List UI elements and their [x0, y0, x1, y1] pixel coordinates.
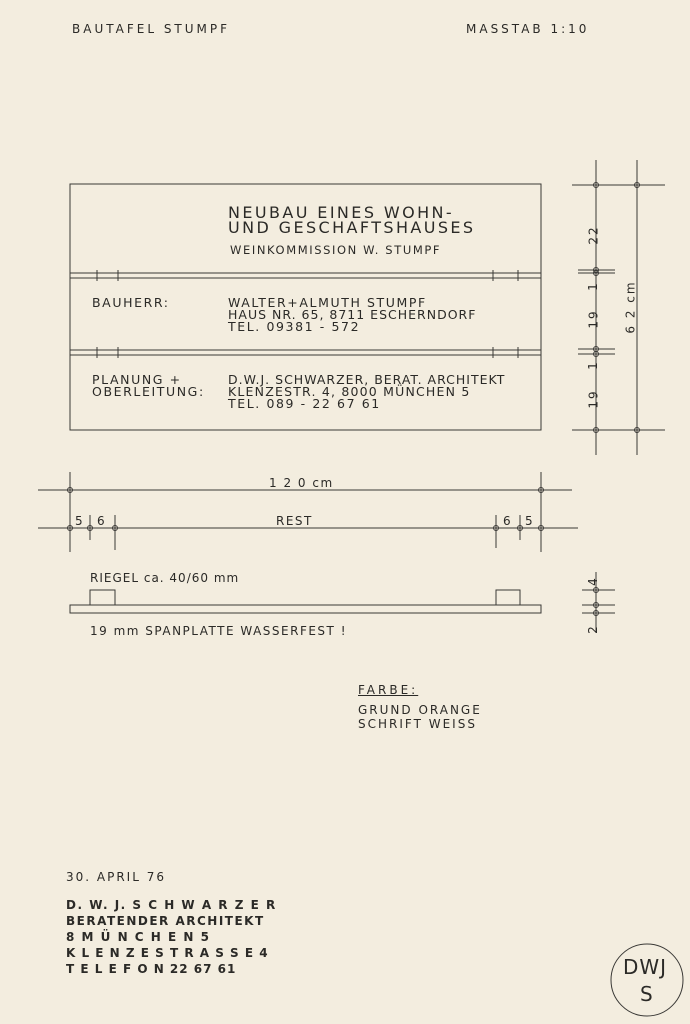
planung-line-1: D.W.J. SCHWARZER, BERAT. ARCHITEKT — [228, 372, 506, 387]
stamp-line-5: T E L E F O N 22 67 61 — [66, 962, 237, 976]
rest-label: REST — [276, 514, 313, 528]
platte-note: 19 mm SPANPLATTE WASSERFEST ! — [90, 624, 347, 638]
batten-left — [90, 590, 115, 605]
height-19a-label: 19 — [586, 309, 601, 329]
height-1b-label: 1 — [585, 360, 600, 370]
stamp-line-2: BERATENDER ARCHITEKT — [66, 914, 265, 928]
monogram-bottom: S — [640, 982, 655, 1006]
left-margin-5: 5 — [75, 514, 85, 528]
stamp-line-4: K L E N Z E S T R A S S E 4 — [66, 946, 269, 960]
planung-line-3: TEL. 089 - 22 67 61 — [228, 396, 381, 411]
farbe-label: FARBE: — [358, 683, 419, 697]
monogram-top: DWJ — [623, 955, 668, 979]
bauherr-line-2: HAUS NR. 65, 8711 ESCHERNDORF — [228, 307, 477, 322]
scale-label: MASSTAB 1:10 — [466, 22, 590, 36]
farbe-line-2: SCHRIFT WEISS — [358, 717, 477, 731]
height-total-label: 6 2 cm — [623, 280, 638, 334]
board-title-line-1: NEUBAU EINES WOHN- — [228, 203, 455, 222]
planung-label-1: PLANUNG + — [92, 372, 182, 387]
planung-label-2: OBERLEITUNG: — [92, 384, 205, 399]
stamp-line-1: D. W. J. S C H W A R Z E R — [66, 898, 277, 912]
height-1a-label: 1 — [585, 281, 600, 291]
board-title-line-2: UND GESCHAFTSHAUSES — [228, 218, 476, 237]
farbe-line-1: GRUND ORANGE — [358, 703, 482, 717]
right-margin-6: 6 — [503, 514, 513, 528]
platte-height-label: 2 — [585, 624, 600, 634]
planung-line-2: KLENZESTR. 4, 8000 MÜNCHEN 5 — [228, 384, 471, 399]
chipboard-section — [70, 605, 541, 613]
width-total-label: 1 2 0 cm — [269, 476, 334, 490]
sheet-title: BAUTAFEL STUMPF — [72, 22, 231, 36]
height-22-label: 22 — [586, 225, 601, 245]
batten-right — [496, 590, 520, 605]
drawing-date: 30. APRIL 76 — [66, 870, 166, 884]
stamp-line-3: 8 M Ü N C H E N 5 — [66, 930, 211, 944]
riegel-height-label: 4 — [585, 576, 600, 586]
right-margin-5: 5 — [525, 514, 535, 528]
bauherr-line-3: TEL. 09381 - 572 — [228, 319, 361, 334]
height-19b-label: 19 — [586, 389, 601, 409]
bauherr-line-1: WALTER+ALMUTH STUMPF — [228, 295, 427, 310]
riegel-note: RIEGEL ca. 40/60 mm — [90, 571, 240, 585]
bauherr-label: BAUHERR: — [92, 295, 170, 310]
board-subtitle: WEINKOMMISSION W. STUMPF — [230, 243, 442, 257]
left-margin-6: 6 — [97, 514, 107, 528]
